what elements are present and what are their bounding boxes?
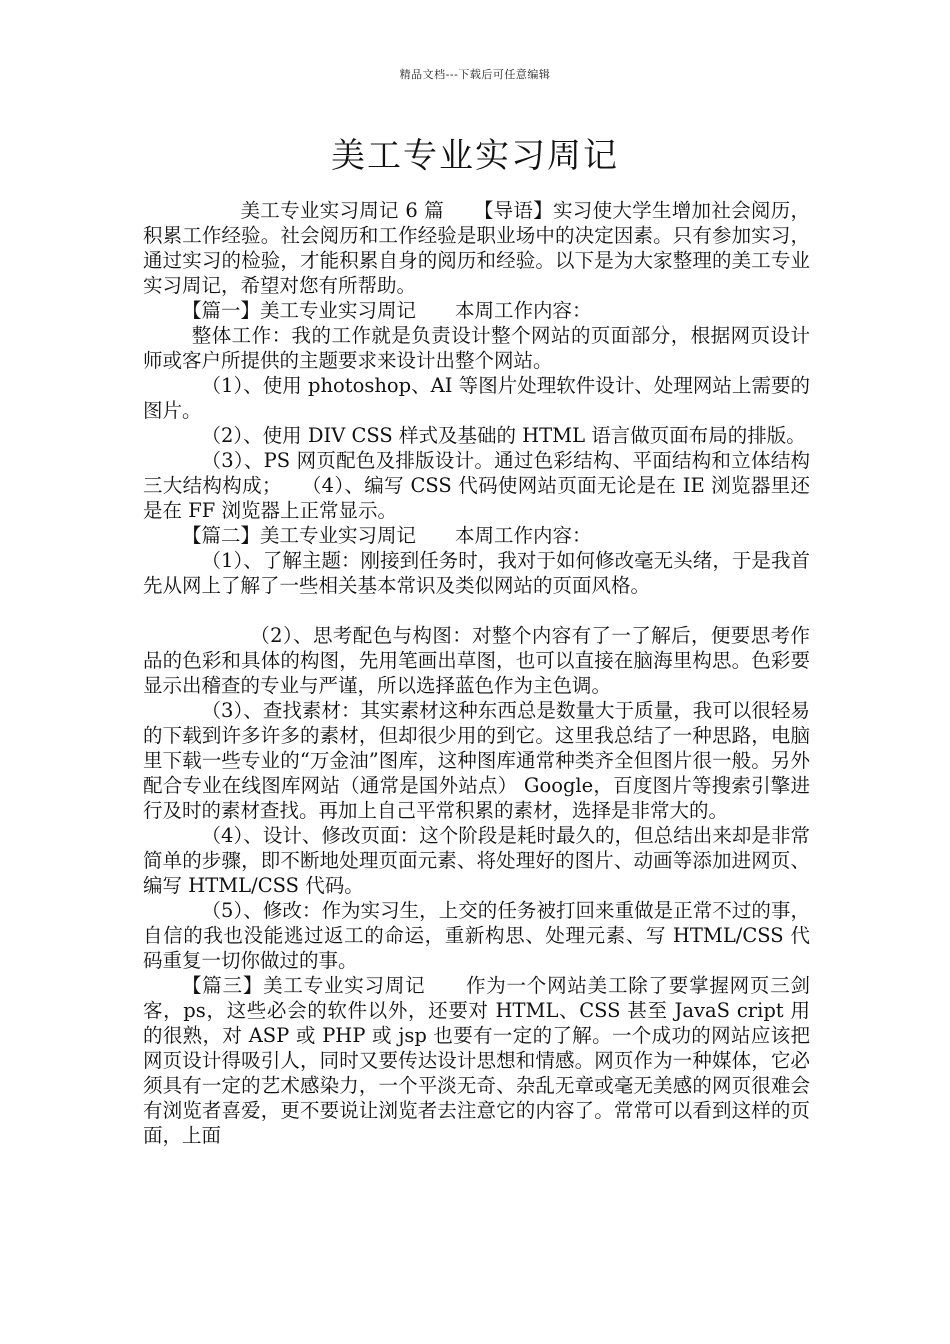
document-title: 美工专业实习周记 (331, 136, 619, 176)
body-paragraph: （2）、使用 DIV CSS 样式及基础的 HTML 语言做页面布局的排版。 (201, 424, 806, 447)
body-paragraph: 整体工作：我的工作就是负责设计整个网站的页面部分，根据网页设计师或客户所提供的主题要求来设计出整个网站。 (143, 324, 810, 372)
body-paragraph: （1）、了解主题：刚接到任务时，我对于如何修改毫无头绪，于是我首先从网上了解了一些相关基本常识及类似网站的页面风格。 (143, 549, 810, 597)
body-paragraph: 【篇二】美工专业实习周记 本周工作内容： (182, 524, 592, 547)
page-header: 精品文档---下载后可任意编辑 (399, 68, 551, 81)
body-paragraph: 美工专业实习周记 6 篇 【导语】实习使大学生增加社会阅历，积累工作经验。社会阅历和工作经验是职业场中的决定因素。只有参加实习，通过实习的检验，才能积累自身的阅历和经验。以下是为大家整理的美工专业实习周记，希望对您有所帮助。 (143, 199, 810, 297)
body-paragraph: 【篇三】美工专业实习周记 作为一个网站美工除了要掌握网页三剑客，ps，这些必会的软件以外，还要对 HTML、CSS 甚至 JavaS cript 用的很熟，对 ASP 或 PHP 或 jsp 也要有一定的了解。一个成功的网站应该把网页设计得吸引人，同时又要传达设计思想和情感。网页作为一种媒体，它必须具有一定的艺术感染力，一个平淡无奇、杂乱无章或毫无美感的网页很难会有浏览者喜爱，更不要说让浏览者去注意它的内容了。常常可以看到这样的页面，上面 (143, 974, 810, 1147)
body-paragraph: （1）、使用 photoshop、AI 等图片处理软件设计、处理网站上需要的图片。 (143, 374, 810, 422)
body-paragraph: （3）、PS 网页配色及排版设计。通过色彩结构、平面结构和立体结构三大结构构成； （4）、编写 CSS 代码使网站页面无论是在 IE 浏览器里还是在 FF 浏览器上正常显示。 (143, 449, 810, 522)
body-paragraph: （4）、设计、修改页面：这个阶段是耗时最久的，但总结出来却是非常简单的步骤，即不断地处理页面元素、将处理好的图片、动画等添加进网页、编写 HTML/CSS 代码。 (143, 824, 810, 897)
body-paragraph: 【篇一】美工专业实习周记 本周工作内容： (182, 299, 592, 322)
body-paragraph: （5）、修改：作为实习生，上交的任务被打回来重做是正常不过的事，自信的我也没能逃过返工的命运，重新构思、处理元素、写 HTML/CSS 代码重复一切你做过的事。 (143, 899, 810, 972)
body-paragraph: （3）、查找素材：其实素材这种东西总是数量大于质量，我可以很轻易的下载到许多许多的素材，但却很少用的到它。这里我总结了一种思路，电脑里下载一些专业的“万金油”图库，这种图库通常种类齐全但图片很一般。另外配合专业在线图库网站（通常是国外站点） Google，百度图片等搜索引擎进行及时的素材查找。再加上自己平常积累的素材，选择是非常大的。 (143, 699, 810, 822)
document-body (143, 198, 810, 1148)
body-paragraph: （2）、思考配色与构图：对整个内容有了一了解后，便要思考作品的色彩和具体的构图，先用笔画出草图，也可以直接在脑海里构思。色彩要显示出稽查的专业与严谨，所以选择蓝色作为主色调。 (143, 624, 810, 697)
